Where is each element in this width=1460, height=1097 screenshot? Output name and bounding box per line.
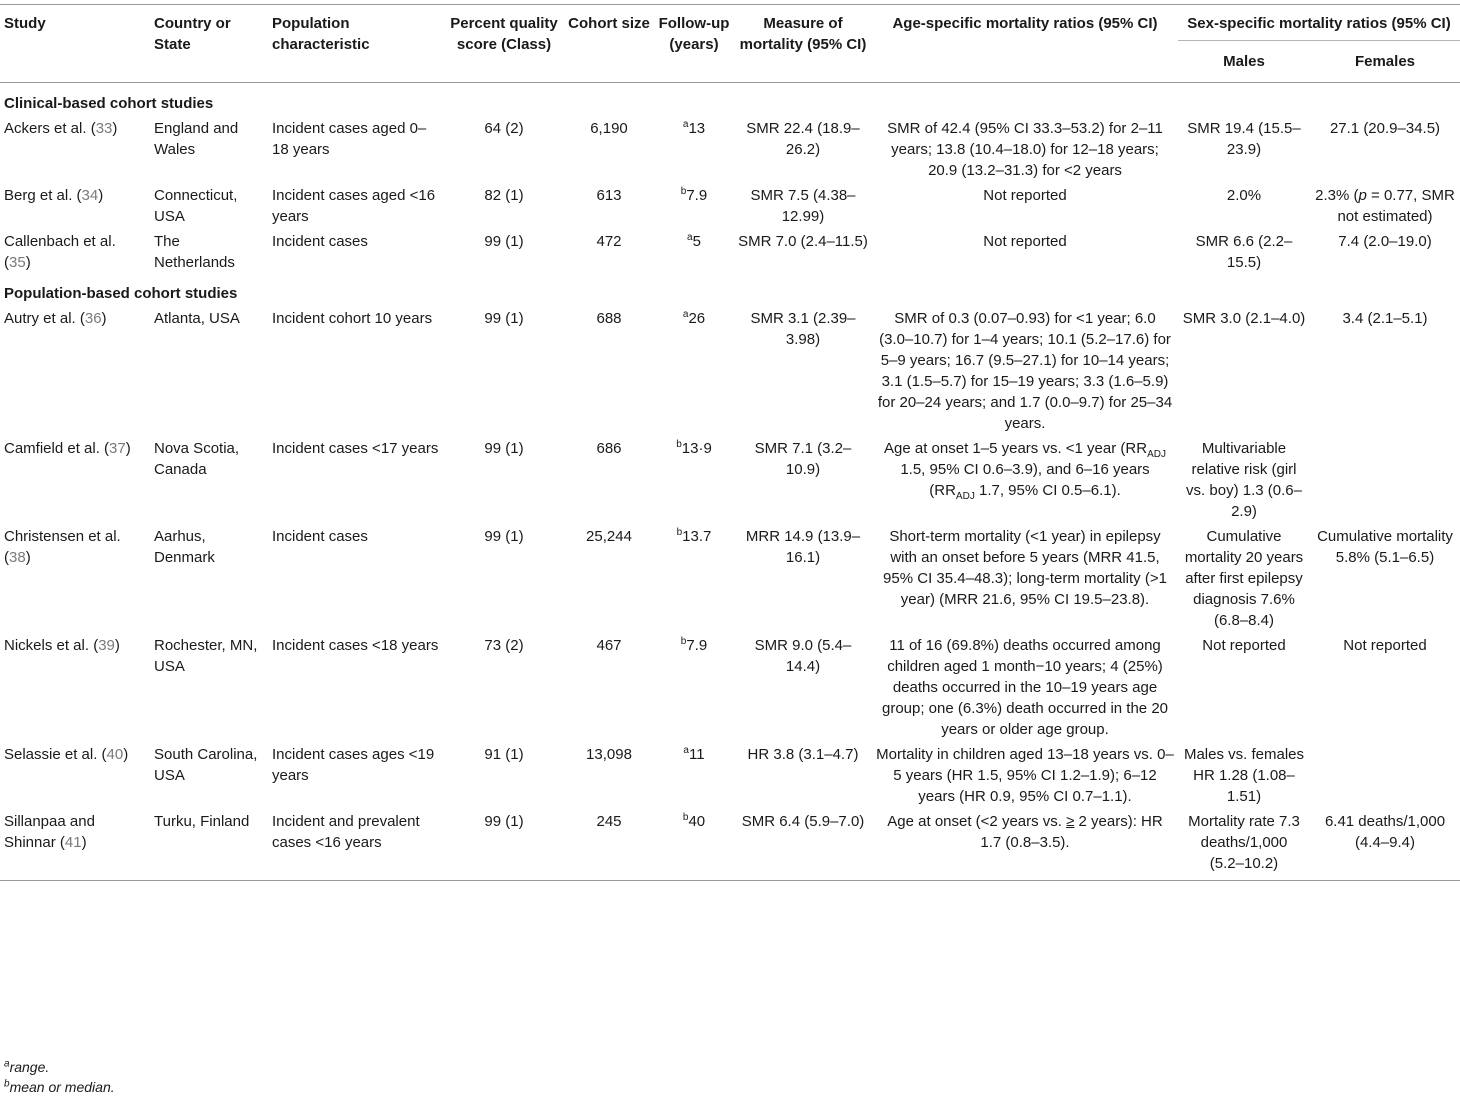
cohort-cell: 613 (596, 187, 622, 204)
quality-cell: 99 (1) (484, 310, 524, 327)
study-cell: Callenbach et al. (35) (4, 233, 116, 271)
table-row (0, 304, 1460, 434)
followup-cell: $^b$7.9 (680, 636, 708, 654)
study-cell: Selassie et al. (40) (4, 746, 129, 763)
country-cell: Atlanta, USA (154, 310, 240, 327)
measure-cell: SMR 7.0 (2.4–11.5) (738, 233, 868, 250)
age-cell: 11 of 16 (69.8%) deaths occurred among children aged 1 month−10 years; 4 (25%) deaths occurred in the 10–19 years age group; one (6.3%) death occurred in the 20 years or older age group. (881, 637, 1169, 738)
females-cell: 27.1 (20.9–34.5) (1329, 120, 1441, 137)
reference-link[interactable]: 38 (9, 549, 26, 566)
study-cell: Ackers et al. (33) (4, 120, 118, 137)
table-row (0, 227, 1460, 273)
males-cell: 2.0% (1226, 187, 1262, 204)
followup-cell: $^a$13 (682, 119, 706, 137)
quality-cell: 99 (1) (484, 440, 524, 457)
footnote-b: $^b$mean or median. (4, 1078, 115, 1095)
age-cell: Not reported (983, 187, 1067, 204)
followup-cell: $^b$40 (682, 812, 706, 830)
females-cell: 2.3% (p = 0.77, SMR not estimated) (1315, 187, 1455, 225)
mortality-table (0, 4, 1460, 881)
measure-cell: SMR 6.4 (5.9–7.0) (741, 813, 865, 830)
table-row (0, 631, 1460, 740)
age-cell: SMR of 0.3 (0.07–0.93) for <1 year; 6.0 (3.0–10.7) for 1–4 years; 10.1 (5.2–17.6) for 5–9 years; 16.7 (9.5–27.1) for 10–14 years; 3.1 (1.5–5.7) for 15–19 years; 3.3 (1.6–5.9) for 20–24 years; and 1.7 (0.0–9.7) for 25–34 years. (877, 310, 1173, 432)
population-cell: Incident cases aged <16 years (272, 187, 436, 225)
age-cell: Mortality in children aged 13–18 years vs. 0–5 years (HR 1.5, 95% CI 1.2–1.9); 6–12 years (HR 0.9, 95% CI 0.7–1.1). (876, 746, 1174, 805)
section-population: Population-based cohort studies (4, 285, 238, 302)
followup-cell: $^b$13.7 (676, 527, 712, 545)
country-cell: Turku, Finland (154, 813, 250, 830)
followup-cell: $^b$7.9 (680, 186, 708, 204)
males-cell: SMR 6.6 (2.2–15.5) (1195, 233, 1293, 271)
quality-cell: 99 (1) (484, 813, 524, 830)
reference-link[interactable]: 34 (81, 187, 99, 204)
table-row (0, 522, 1460, 631)
age-cell: Age at onset (<2 years vs. ≥ 2 years): HR 1.7 (0.8–3.5). (887, 813, 1163, 851)
reference-link[interactable]: 33 (95, 120, 113, 137)
reference-link[interactable]: 36 (84, 310, 102, 327)
header-cohort: Cohort size (568, 15, 650, 32)
quality-cell: 99 (1) (484, 528, 524, 545)
footnote-a: $^a$range. (4, 1058, 50, 1075)
table-row (0, 434, 1460, 522)
population-cell: Incident cases <17 years (272, 440, 439, 457)
table-row (0, 114, 1460, 181)
cohort-cell: 467 (596, 637, 622, 654)
study-cell: Berg et al. (34) (4, 187, 104, 204)
header-followup: Follow-up (years) (658, 15, 730, 53)
males-cell: Males vs. females HR 1.28 (1.08–1.51) (1183, 746, 1305, 805)
country-cell: Connecticut, USA (154, 187, 238, 225)
age-cell: Age at onset 1–5 years vs. <1 year ($RR_{ADJ}$ 1.5, 95% CI 0.6–3.9), and 6–16 years ($RR_{ADJ}$ 1.7, 95% CI 0.5–6.1). (884, 440, 1166, 502)
measure-cell: SMR 3.1 (2.39–3.98) (750, 310, 856, 348)
females-cell: Not reported (1343, 637, 1427, 654)
reference-link[interactable]: 41 (64, 834, 82, 851)
reference-link[interactable]: 37 (109, 440, 126, 457)
followup-cell: $^a$5 (687, 232, 701, 250)
males-cell: Mortality rate 7.3 deaths/1,000 (5.2–10.2) (1188, 813, 1300, 872)
table-footnotes (4, 1057, 115, 1097)
population-cell: Incident cohort 10 years (272, 310, 433, 327)
quality-cell: 73 (2) (484, 637, 524, 654)
country-cell: England and Wales (154, 120, 239, 158)
age-cell: SMR of 42.4 (95% CI 33.3–53.2) for 2–11 years; 13.8 (10.4–18.0) for 12–18 years; 20.9 (13.2–31.3) for <2 years (887, 120, 1163, 179)
study-cell: Camfield et al. (37) (4, 440, 131, 457)
section-row (0, 83, 1460, 115)
females-cell: 6.41 deaths/1,000 (4.4–9.4) (1324, 813, 1446, 851)
section-clinical: Clinical-based cohort studies (4, 95, 214, 112)
males-cell: Cumulative mortality 20 years after first epilepsy diagnosis 7.6% (6.8–8.4) (1184, 528, 1304, 629)
reference-link[interactable]: 40 (106, 746, 124, 763)
header-males: Males (1223, 53, 1265, 70)
followup-cell: $^b$13·9 (676, 439, 712, 457)
females-cell: 7.4 (2.0–19.0) (1338, 233, 1432, 250)
females-cell (1310, 434, 1460, 522)
study-cell: Christensen et al. (38) (4, 528, 121, 566)
country-cell: Rochester, MN, USA (154, 637, 258, 675)
males-cell: SMR 3.0 (2.1–4.0) (1182, 310, 1306, 327)
cohort-cell: 688 (596, 310, 622, 327)
header-measure: Measure of mortality (95% CI) (739, 15, 867, 53)
females-cell: Cumulative mortality 5.8% (5.1–6.5) (1317, 528, 1453, 566)
header-sex: Sex-specific mortality ratios (95% CI) (1178, 5, 1460, 41)
males-cell: SMR 19.4 (15.5–23.9) (1187, 120, 1301, 158)
cohort-cell: 245 (596, 813, 622, 830)
cohort-cell: 6,190 (590, 120, 628, 137)
population-cell: Incident and prevalent cases <16 years (272, 813, 420, 851)
country-cell: The Netherlands (154, 233, 235, 271)
section-row (0, 273, 1460, 304)
reference-link[interactable]: 39 (98, 637, 115, 654)
females-cell: 3.4 (2.1–5.1) (1342, 310, 1428, 327)
population-cell: Incident cases aged 0–18 years (272, 120, 427, 158)
cohort-cell: 472 (596, 233, 622, 250)
quality-cell: 91 (1) (484, 746, 524, 763)
country-cell: Nova Scotia, Canada (154, 440, 240, 478)
measure-cell: MRR 14.9 (13.9–16.1) (745, 528, 861, 566)
measure-cell: SMR 7.1 (3.2–10.9) (754, 440, 852, 478)
country-cell: South Carolina, USA (154, 746, 258, 784)
measure-cell: SMR 22.4 (18.9–26.2) (746, 120, 860, 158)
measure-cell: SMR 7.5 (4.38–12.99) (750, 187, 856, 225)
study-cell: Nickels et al. (39) (4, 637, 120, 654)
population-cell: Incident cases (272, 233, 368, 250)
country-cell: Aarhus, Denmark (154, 528, 215, 566)
measure-cell: SMR 9.0 (5.4–14.4) (754, 637, 852, 675)
males-cell: Not reported (1202, 637, 1286, 654)
followup-cell: $^a$26 (682, 309, 706, 327)
population-cell: Incident cases <18 years (272, 637, 439, 654)
table-row (0, 740, 1460, 807)
quality-cell: 64 (2) (484, 120, 524, 137)
quality-cell: 82 (1) (484, 187, 524, 204)
table-row (0, 807, 1460, 881)
header-population: Population characteristic (272, 15, 370, 53)
males-cell: Multivariable relative risk (girl vs. boy) 1.3 (0.6–2.9) (1186, 440, 1302, 520)
header-country: Country or State (154, 15, 231, 53)
females-cell (1310, 740, 1460, 807)
table-row (0, 181, 1460, 227)
cohort-cell: 13,098 (586, 746, 632, 763)
population-cell: Incident cases (272, 528, 368, 545)
header-quality: Percent quality score (Class) (450, 15, 558, 53)
study-cell: Autry et al. (36) (4, 310, 107, 327)
header-study: Study (4, 15, 46, 32)
cohort-cell: 686 (596, 440, 622, 457)
measure-cell: HR 3.8 (3.1–4.7) (747, 746, 859, 763)
reference-link[interactable]: 35 (9, 254, 26, 271)
followup-cell: $^a$11 (683, 745, 705, 763)
age-cell: Not reported (983, 233, 1067, 250)
population-cell: Incident cases ages <19 years (272, 746, 435, 784)
header-females: Females (1354, 53, 1416, 70)
study-cell: Sillanpaa and Shinnar (41) (4, 813, 95, 851)
header-age: Age-specific mortality ratios (95% CI) (892, 15, 1158, 32)
cohort-cell: 25,244 (586, 528, 632, 545)
quality-cell: 99 (1) (484, 233, 524, 250)
age-cell: Short-term mortality (<1 year) in epilepsy with an onset before 5 years (MRR 41.5, 95% CI 35.4–48.3); long-term mortality (>1 year) (MRR 21.6, 95% CI 19.5–23.8). (883, 528, 1167, 608)
